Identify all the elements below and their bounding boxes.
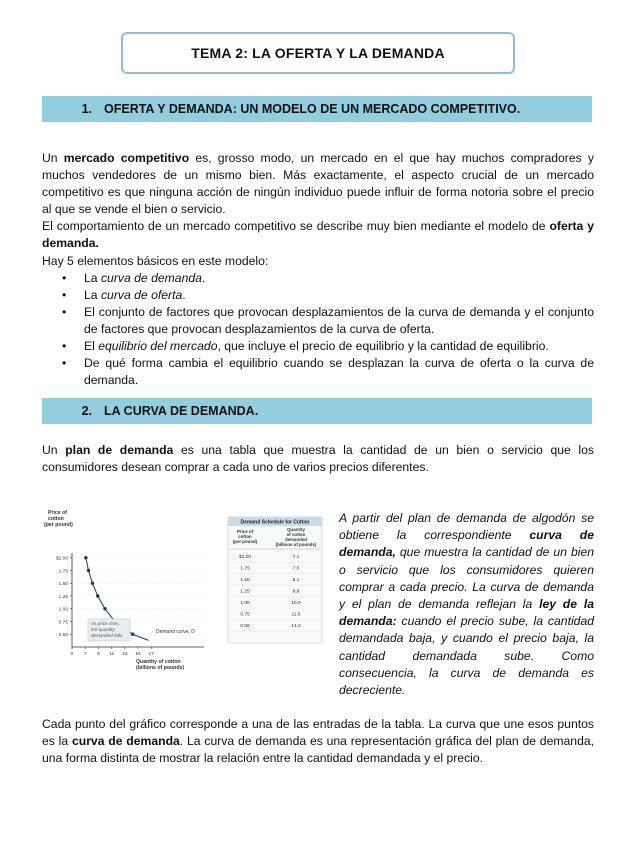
y-tick-label: 0.50 xyxy=(58,633,68,639)
col-header-line: demanded xyxy=(285,537,307,542)
bold-term: oferta y demanda. xyxy=(42,219,594,250)
schedule-table-title: Demand Schedule for Cotton xyxy=(240,519,310,526)
paragraph-comportamiento xyxy=(42,218,594,252)
demand-point xyxy=(87,569,90,572)
bold-term: curva de demanda, xyxy=(339,528,594,560)
col-header-line: Price of xyxy=(236,529,254,534)
col-header-line: cotton xyxy=(238,534,252,539)
bullet-icon: • xyxy=(62,356,67,370)
schedule-price-cell: 1.75 xyxy=(240,566,250,572)
schedule-price-cell: $2.00 xyxy=(238,555,252,560)
paragraph-mercado-competitivo xyxy=(42,150,594,218)
text-run: . xyxy=(182,288,186,302)
bold-term: mercado competitivo xyxy=(63,151,190,165)
schedule-price-cell: 0.50 xyxy=(240,624,250,629)
y-tick-label: 1.00 xyxy=(58,607,68,613)
schedule-quantity-cell: 10.0 xyxy=(291,601,301,606)
text-run: cuando el precio sube, la cantidad demandada baja, y cuando el precio baja, la cantidad demandada sube. Como consecuencia, la curva de demanda es decreciente. xyxy=(339,614,594,698)
col-header-line: (billions of pounds) xyxy=(275,542,317,547)
italic-term: equilibrio del mercado xyxy=(98,339,218,353)
section-header-1 xyxy=(42,96,592,122)
schedule-quantity-cell: 7.5 xyxy=(292,566,300,572)
schedule-price-cell: 1.50 xyxy=(240,578,250,583)
schedule-price-cell: 1.00 xyxy=(240,601,250,606)
y-tick-label: 1.25 xyxy=(58,594,68,600)
bold-term: ley de la demanda: xyxy=(339,597,594,629)
paragraph-cada-punto xyxy=(42,716,594,767)
bullet-icon: • xyxy=(62,305,67,319)
demand-point xyxy=(91,582,94,585)
y-axis-title-line: cotton xyxy=(48,516,64,522)
list-item xyxy=(62,304,594,338)
text-run: Cada punto del gráfico corresponde a una de las entradas de la tabla. La curva que une esos puntos es la xyxy=(42,717,594,748)
text-run: La xyxy=(84,288,101,302)
schedule-quantity-cell: 7.1 xyxy=(292,555,300,560)
y-axis-title-line: Price of xyxy=(48,510,68,516)
y-axis-title-line: (per pound) xyxy=(44,522,73,528)
y-ticks-group xyxy=(56,556,72,639)
x-tick-label: 7 xyxy=(83,652,87,657)
paragraph-plan-demanda xyxy=(42,442,594,476)
text-run: , que incluye el precio de equilibrio y la cantidad de equilibrio. xyxy=(217,339,549,353)
text-run: Un xyxy=(42,151,64,165)
schedule-quantity-cell: 14.2 xyxy=(291,624,301,629)
bold-term: plan de demanda xyxy=(65,443,174,457)
x-tick-label: 13 xyxy=(122,652,128,657)
text-run: El comportamiento de un mercado competitivo se describe muy bien mediante el modelo de xyxy=(42,219,550,233)
x-axis-title-line: (billions of pounds) xyxy=(136,665,185,671)
text-run: es, grosso modo, un mercado en el que hay muchos compradores y muchos vendedores de un mismo bien. Más exactamente, el aspecto crucial de un mercado competitivo es que ninguna acción de ningún individuo puede influir de forma notoria sobre el precio al que se vende el bien o servicio. xyxy=(42,151,594,216)
schedule-price-cell: 1.25 xyxy=(240,589,250,595)
section-header-2 xyxy=(42,398,592,424)
schedule-quantity-cell: 8.1 xyxy=(292,578,300,583)
demand-chart-svg xyxy=(42,505,332,685)
list-item xyxy=(62,270,594,287)
note-text-line: As price rises, xyxy=(91,621,120,626)
section-number: 2. xyxy=(81,404,92,418)
demand-point xyxy=(131,633,134,636)
bold-term: curva de demanda xyxy=(71,734,180,748)
curve-label: Demand curve, D xyxy=(156,629,195,635)
y-tick-label: 0.75 xyxy=(58,620,68,626)
bullet-icon: • xyxy=(62,271,67,285)
schedule-price-cell: 0.75 xyxy=(240,612,250,618)
text-run: La xyxy=(84,271,101,285)
demand-point xyxy=(84,556,87,559)
section-title: LA CURVA DE DEMANDA. xyxy=(104,404,259,418)
text-run: que muestra la cantidad de un bien o servicio que los consumidores quieren comprar a cada precio. La curva de demanda y el plan de demanda reflejan la xyxy=(339,545,594,612)
text-run: . La curva de demanda es una representación gráfica del plan de demanda, una forma distinta de mostrar la relación entre la cantidad demandada y el precio. xyxy=(42,734,595,765)
page-title xyxy=(121,32,515,74)
col-header-line: (per pound) xyxy=(232,539,258,544)
section-number: 1. xyxy=(81,102,92,116)
x-ticks-group xyxy=(71,647,155,657)
paragraph-elementos xyxy=(42,253,594,270)
text-run: El xyxy=(84,339,99,353)
bullet-icon: • xyxy=(62,339,67,353)
demand-point xyxy=(103,607,106,610)
text-run: . xyxy=(201,271,206,285)
col-header-line: Quantity xyxy=(287,527,305,532)
list-item xyxy=(62,355,594,389)
bullet-icon: • xyxy=(62,288,67,302)
text-run: Un xyxy=(42,443,66,457)
section-title: OFERTA Y DEMANDA: UN MODELO DE UN MERCADO COMPETITIVO. xyxy=(104,102,521,116)
italic-term: curva de demanda xyxy=(100,271,202,285)
list-item xyxy=(62,287,594,304)
x-tick-label: 9 xyxy=(97,652,100,657)
italic-term: curva de oferta xyxy=(100,288,183,302)
y-tick-label: $2.00 xyxy=(55,556,68,562)
text-run: A partir del plan de demanda de algodón se obtiene la correspondiente xyxy=(339,511,594,543)
y-tick-label: 1.75 xyxy=(58,569,68,575)
x-tick-label: 17 xyxy=(148,652,154,657)
y-tick-label: 1.50 xyxy=(58,582,68,588)
page-title-text: TEMA 2: LA OFERTA Y LA DEMANDA xyxy=(191,45,445,61)
text-run: es una tabla que muestra la cantidad de un bien o servicio que los consumidores desean comprar a cada uno de varios precios diferentes. xyxy=(42,443,595,474)
x-axis-title-line: Quantity of cotton xyxy=(136,659,181,665)
x-tick-label: 11 xyxy=(109,652,115,657)
schedule-quantity-cell: 8.9 xyxy=(292,589,300,595)
elements-list xyxy=(62,270,594,389)
demand-figure xyxy=(42,505,332,685)
x-tick-label: 0 xyxy=(70,652,74,657)
text-run: El conjunto de factores que provocan desplazamientos de la curva de demanda y el conjunto de factores que provocan desplazamientos de la curva de oferta. xyxy=(84,305,594,336)
col-header-line: of cotton xyxy=(286,532,306,537)
text-run: De qué forma cambia el equilibrio cuando se desplazan la curva de oferta o la curva de demanda. xyxy=(84,356,594,387)
note-text-line: the quantity xyxy=(91,627,115,632)
text-run: Hay 5 elementos básicos en este modelo: xyxy=(42,254,269,268)
x-tick-label: 15 xyxy=(135,652,141,657)
list-item xyxy=(62,338,594,355)
note-text-line: demanded falls. xyxy=(91,633,124,638)
figure-description xyxy=(339,510,594,699)
demand-point xyxy=(96,594,99,597)
schedule-quantity-cell: 11.5 xyxy=(291,612,301,618)
